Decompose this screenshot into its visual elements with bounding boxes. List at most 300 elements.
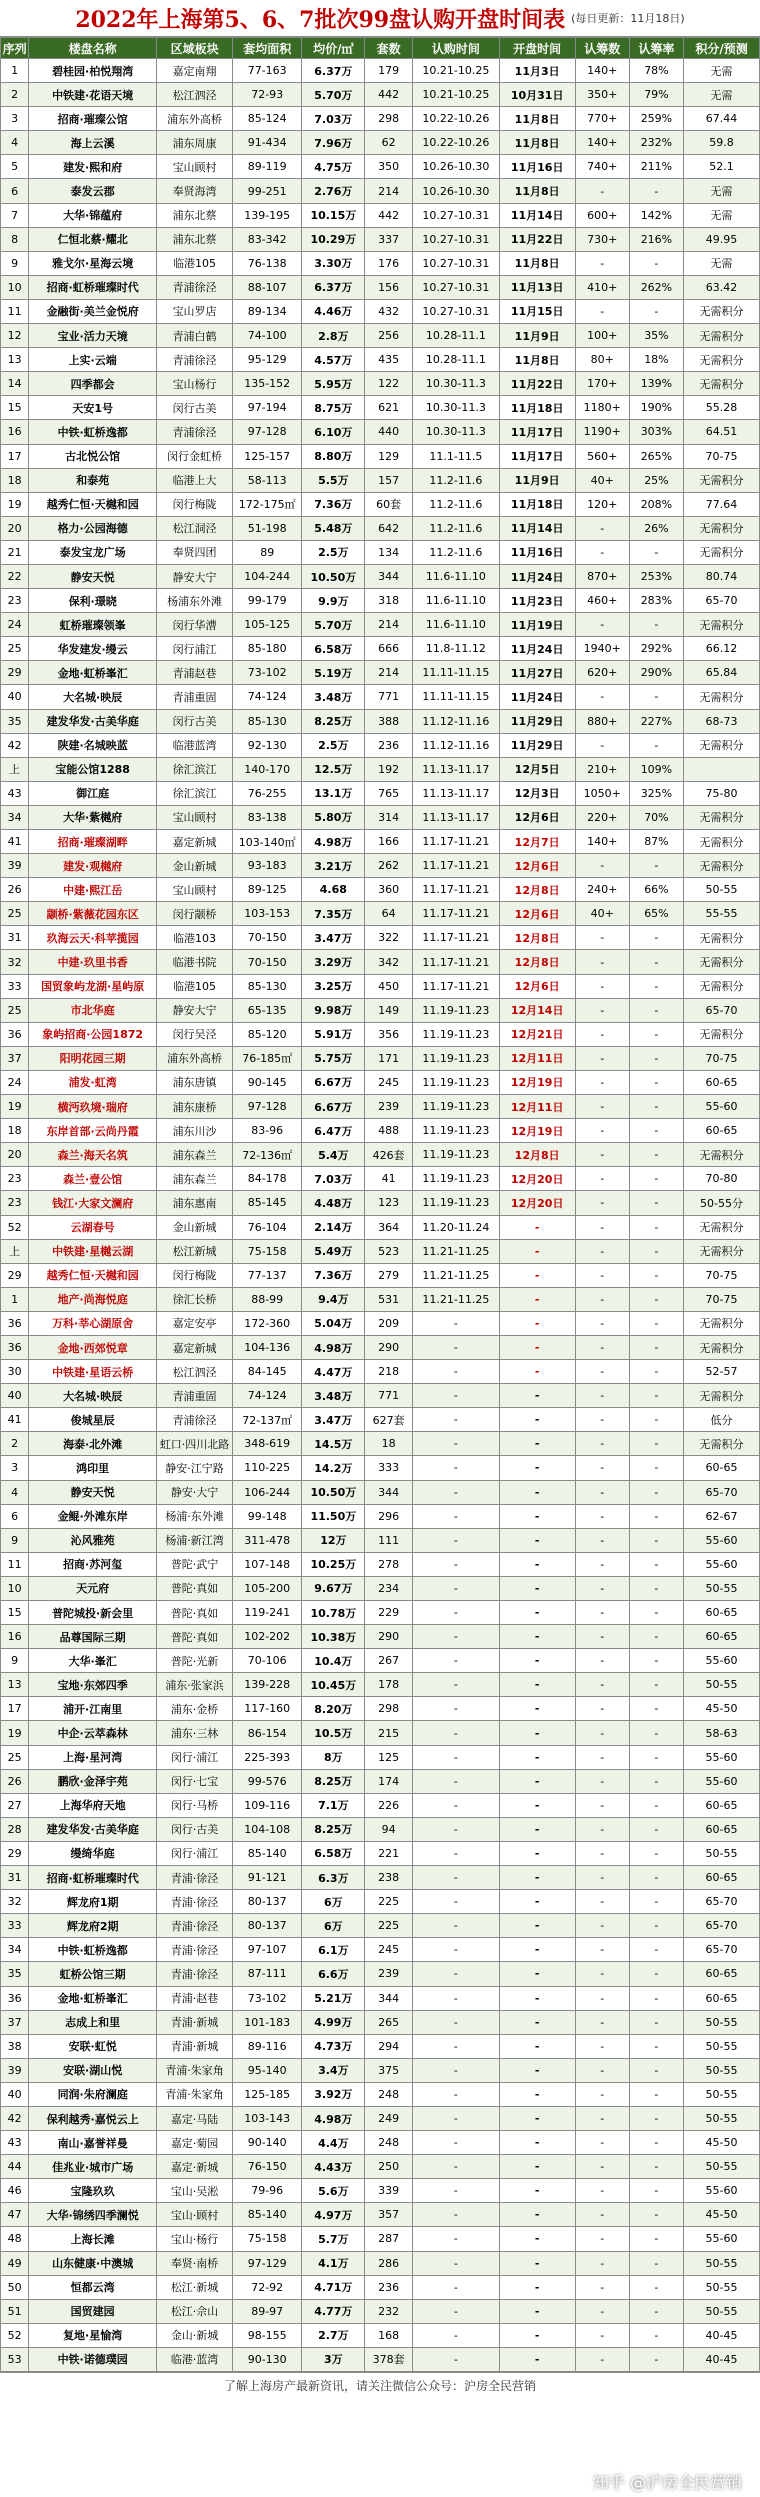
cell-rate: - — [629, 2347, 683, 2371]
cell-open: 11月22日 — [499, 372, 575, 396]
cell-count: - — [575, 1745, 629, 1769]
cell-size: 85-124 — [233, 107, 302, 131]
cell-area: 松江新城 — [157, 1239, 233, 1263]
cell-rate: - — [629, 1360, 683, 1384]
cell-price: 4.98万 — [302, 2106, 365, 2130]
cell-seq: 35 — [1, 709, 29, 733]
cell-open: 11月14日 — [499, 516, 575, 540]
cell-rate: 18% — [629, 348, 683, 372]
table-row — [1, 2251, 760, 2275]
cell-count: - — [575, 1239, 629, 1263]
cell-score: 无需积分 — [684, 516, 760, 540]
table-row — [1, 2058, 760, 2082]
cell-count: - — [575, 2010, 629, 2034]
cell-rate: - — [629, 1191, 683, 1215]
cell-size: 85-130 — [233, 974, 302, 998]
cell-rate: - — [629, 2106, 683, 2130]
cell-size: 65-135 — [233, 998, 302, 1022]
cell-open: 12月6日 — [499, 974, 575, 998]
table-row — [1, 2227, 760, 2251]
cell-seq: 18 — [1, 1119, 29, 1143]
cell-open: 11月24日 — [499, 564, 575, 588]
cell-size: 72-92 — [233, 2275, 302, 2299]
cell-score: 55-60 — [684, 2227, 760, 2251]
cell-area: 青浦徐泾 — [157, 348, 233, 372]
cell-open: - — [499, 1360, 575, 1384]
cell-name: 宝能公馆1288 — [29, 757, 157, 781]
cell-rate: 259% — [629, 107, 683, 131]
cell-area: 浦东康桥 — [157, 1095, 233, 1119]
cell-subscribe: 11.19-11.23 — [412, 1070, 499, 1094]
cell-area: 静安大宁 — [157, 564, 233, 588]
cell-open: - — [499, 1239, 575, 1263]
cell-size: 83-138 — [233, 805, 302, 829]
cell-count: - — [575, 1673, 629, 1697]
cell-subscribe: 11.17-11.21 — [412, 926, 499, 950]
cell-name: 大华·紫樾府 — [29, 805, 157, 829]
cell-price: 3.21万 — [302, 854, 365, 878]
cell-units: 265 — [365, 2010, 413, 2034]
cell-subscribe: - — [412, 1335, 499, 1359]
cell-rate: - — [629, 733, 683, 757]
cell-count: - — [575, 613, 629, 637]
cell-score: 无需积分 — [684, 324, 760, 348]
cell-price: 13.1万 — [302, 781, 365, 805]
table-row — [1, 1191, 760, 1215]
cell-rate: 190% — [629, 396, 683, 420]
cell-units: 214 — [365, 613, 413, 637]
cell-area: 浦东北蔡 — [157, 227, 233, 251]
cell-name: 中企·云萃森林 — [29, 1721, 157, 1745]
cell-price: 3.48万 — [302, 1384, 365, 1408]
cell-area: 闵行·马桥 — [157, 1793, 233, 1817]
cell-name: 海泰·北外滩 — [29, 1432, 157, 1456]
cell-price: 9.98万 — [302, 998, 365, 1022]
cell-size: 85-180 — [233, 637, 302, 661]
cell-open: - — [499, 1745, 575, 1769]
col-header-rate: 认筹率 — [629, 38, 683, 59]
cell-area: 青浦·新城 — [157, 2010, 233, 2034]
cell-subscribe: 10.27-10.31 — [412, 299, 499, 323]
cell-name: 中铁建·花语天境 — [29, 83, 157, 107]
cell-seq: 2 — [1, 83, 29, 107]
cell-name: 恒都云湾 — [29, 2275, 157, 2299]
cell-units: 178 — [365, 1673, 413, 1697]
cell-size: 90-130 — [233, 2347, 302, 2371]
cell-size: 85-120 — [233, 1022, 302, 1046]
cell-count: - — [575, 2227, 629, 2251]
cell-area: 浦东惠南 — [157, 1191, 233, 1215]
cell-name: 宝隆玖玖 — [29, 2179, 157, 2203]
cell-area: 嘉定新城 — [157, 830, 233, 854]
cell-rate: - — [629, 1890, 683, 1914]
cell-subscribe: 11.2-11.6 — [412, 492, 499, 516]
cell-size: 76-138 — [233, 251, 302, 275]
cell-subscribe: 10.21-10.25 — [412, 59, 499, 83]
table-row — [1, 1528, 760, 1552]
cell-area: 闵行·古美 — [157, 1817, 233, 1841]
cell-area: 静安·大宁 — [157, 1480, 233, 1504]
cell-count: 870+ — [575, 564, 629, 588]
cell-open: - — [499, 1287, 575, 1311]
cell-seq: 52 — [1, 1215, 29, 1239]
cell-score: 65-70 — [684, 1914, 760, 1938]
cell-seq: 8 — [1, 227, 29, 251]
cell-rate: - — [629, 1046, 683, 1070]
cell-size: 93-183 — [233, 854, 302, 878]
cell-count: - — [575, 1866, 629, 1890]
cell-size: 99-148 — [233, 1504, 302, 1528]
cell-price: 10.38万 — [302, 1625, 365, 1649]
cell-subscribe: 11.6-11.10 — [412, 564, 499, 588]
cell-name: 碧桂园·柏悦翔湾 — [29, 59, 157, 83]
cell-score: 63.42 — [684, 275, 760, 299]
cell-seq: 22 — [1, 564, 29, 588]
cell-count: - — [575, 1962, 629, 1986]
cell-size: 85-140 — [233, 2203, 302, 2227]
cell-units: 771 — [365, 685, 413, 709]
cell-seq: 5 — [1, 155, 29, 179]
cell-size: 89 — [233, 540, 302, 564]
cell-units: 262 — [365, 854, 413, 878]
cell-size: 97-194 — [233, 396, 302, 420]
cell-score: 65-70 — [684, 1938, 760, 1962]
cell-seq: 23 — [1, 1191, 29, 1215]
cell-seq: 42 — [1, 733, 29, 757]
cell-name: 森兰·壹公馆 — [29, 1167, 157, 1191]
cell-count: - — [575, 1625, 629, 1649]
cell-price: 7.35万 — [302, 902, 365, 926]
cell-price: 5.49万 — [302, 1239, 365, 1263]
cell-open: 11月15日 — [499, 299, 575, 323]
cell-count: - — [575, 926, 629, 950]
cell-units: 333 — [365, 1456, 413, 1480]
cell-count: - — [575, 2251, 629, 2275]
cell-price: 7.36万 — [302, 492, 365, 516]
cell-score: 65.84 — [684, 661, 760, 685]
cell-count: 100+ — [575, 324, 629, 348]
table-row — [1, 2323, 760, 2347]
cell-units: 123 — [365, 1191, 413, 1215]
cell-score: 77.64 — [684, 492, 760, 516]
cell-count: 240+ — [575, 878, 629, 902]
cell-score: 无需 — [684, 83, 760, 107]
cell-seq: 18 — [1, 468, 29, 492]
cell-score: 65-70 — [684, 589, 760, 613]
cell-score: 67.44 — [684, 107, 760, 131]
cell-size: 80-137 — [233, 1914, 302, 1938]
cell-area: 青浦徐泾 — [157, 275, 233, 299]
cell-size: 104-244 — [233, 564, 302, 588]
cell-name: 森兰·海天名筑 — [29, 1143, 157, 1167]
cell-rate: - — [629, 1215, 683, 1239]
cell-seq: 36 — [1, 1986, 29, 2010]
cell-size: 91-121 — [233, 1866, 302, 1890]
cell-name: 中建·熙江岳 — [29, 878, 157, 902]
cell-size: 85-140 — [233, 1841, 302, 1865]
table-row — [1, 2203, 760, 2227]
cell-price: 4.48万 — [302, 1191, 365, 1215]
cell-count: - — [575, 2131, 629, 2155]
cell-seq: 19 — [1, 1721, 29, 1745]
cell-seq: 17 — [1, 1697, 29, 1721]
cell-rate: 232% — [629, 131, 683, 155]
cell-size: 225-393 — [233, 1745, 302, 1769]
cell-seq: 25 — [1, 902, 29, 926]
cell-name: 大华·峯汇 — [29, 1649, 157, 1673]
cell-score: 60-65 — [684, 1986, 760, 2010]
cell-seq: 29 — [1, 661, 29, 685]
cell-name: 安联·湖山悦 — [29, 2058, 157, 2082]
cell-size: 84-178 — [233, 1167, 302, 1191]
cell-count: 140+ — [575, 830, 629, 854]
cell-size: 90-140 — [233, 2131, 302, 2155]
cell-count: - — [575, 1793, 629, 1817]
cell-units: 298 — [365, 107, 413, 131]
cell-area: 宝山罗店 — [157, 299, 233, 323]
cell-rate: - — [629, 1601, 683, 1625]
cell-count: - — [575, 2203, 629, 2227]
cell-rate: - — [629, 1769, 683, 1793]
cell-seq: 29 — [1, 1263, 29, 1287]
cell-seq: 49 — [1, 2251, 29, 2275]
cell-name: 陕建·名城映蓝 — [29, 733, 157, 757]
cell-units: 344 — [365, 1986, 413, 2010]
cell-price: 2.7万 — [302, 2323, 365, 2347]
cell-open: - — [499, 1601, 575, 1625]
cell-size: 97-128 — [233, 420, 302, 444]
cell-area: 闵行浦江 — [157, 637, 233, 661]
cell-area: 松江洞泾 — [157, 516, 233, 540]
cell-count: - — [575, 998, 629, 1022]
cell-count: 740+ — [575, 155, 629, 179]
cell-area: 嘉定新城 — [157, 1335, 233, 1359]
cell-name: 志成上和里 — [29, 2010, 157, 2034]
table-row — [1, 203, 760, 227]
cell-size: 75-158 — [233, 2227, 302, 2251]
cell-open: 11月24日 — [499, 685, 575, 709]
cell-area: 宝山顾村 — [157, 155, 233, 179]
cell-subscribe: - — [412, 1841, 499, 1865]
schedule-table — [0, 37, 760, 2372]
cell-seq: 50 — [1, 2275, 29, 2299]
cell-open: - — [499, 1552, 575, 1576]
cell-open: 11月29日 — [499, 709, 575, 733]
table-row — [1, 1938, 760, 1962]
cell-price: 3万 — [302, 2347, 365, 2371]
table-row — [1, 613, 760, 637]
cell-name: 缦绮华庭 — [29, 1841, 157, 1865]
cell-subscribe: - — [412, 1769, 499, 1793]
cell-open: - — [499, 1914, 575, 1938]
cell-rate: - — [629, 998, 683, 1022]
cell-open: - — [499, 1793, 575, 1817]
cell-subscribe: - — [412, 1432, 499, 1456]
cell-open: - — [499, 1649, 575, 1673]
cell-area: 宝山·顾村 — [157, 2203, 233, 2227]
cell-count: 560+ — [575, 444, 629, 468]
cell-subscribe: 10.28-11.1 — [412, 324, 499, 348]
cell-rate: 290% — [629, 661, 683, 685]
cell-units: 221 — [365, 1841, 413, 1865]
cell-score: 50-55 — [684, 1841, 760, 1865]
cell-seq: 36 — [1, 1311, 29, 1335]
cell-price: 10.50万 — [302, 564, 365, 588]
table-row — [1, 516, 760, 540]
cell-size: 73-102 — [233, 1986, 302, 2010]
cell-count: - — [575, 1070, 629, 1094]
cell-subscribe: - — [412, 2155, 499, 2179]
cell-name: 中铁·虹桥逸都 — [29, 420, 157, 444]
cell-rate: - — [629, 1938, 683, 1962]
cell-name: 宝业·活力天境 — [29, 324, 157, 348]
cell-open: 11月18日 — [499, 492, 575, 516]
cell-subscribe: - — [412, 1817, 499, 1841]
cell-seq: 上 — [1, 757, 29, 781]
cell-name: 金鲲·外滩东岸 — [29, 1504, 157, 1528]
cell-price: 10.4万 — [302, 1649, 365, 1673]
cell-score: 低分 — [684, 1408, 760, 1432]
cell-price: 10.29万 — [302, 227, 365, 251]
cell-subscribe: 11.21-11.25 — [412, 1287, 499, 1311]
cell-name: 复地·星愉湾 — [29, 2323, 157, 2347]
cell-name: 国贸建园 — [29, 2299, 157, 2323]
cell-area: 宝山·杨行 — [157, 2227, 233, 2251]
cell-size: 97-128 — [233, 1095, 302, 1119]
table-row — [1, 1697, 760, 1721]
cell-price: 6万 — [302, 1890, 365, 1914]
cell-units: 344 — [365, 1480, 413, 1504]
cell-score: 无需积分 — [684, 613, 760, 637]
cell-units: 531 — [365, 1287, 413, 1311]
cell-price: 10.45万 — [302, 1673, 365, 1697]
cell-price: 3.92万 — [302, 2082, 365, 2106]
cell-units: 214 — [365, 661, 413, 685]
cell-subscribe: 11.13-11.17 — [412, 805, 499, 829]
cell-seq: 15 — [1, 1601, 29, 1625]
cell-count: - — [575, 2347, 629, 2371]
table-row — [1, 2106, 760, 2130]
cell-seq: 40 — [1, 1384, 29, 1408]
cell-units: 294 — [365, 2034, 413, 2058]
cell-seq: 48 — [1, 2227, 29, 2251]
cell-rate: - — [629, 299, 683, 323]
cell-score: 45-50 — [684, 2131, 760, 2155]
cell-size: 139-228 — [233, 1673, 302, 1697]
cell-count: - — [575, 540, 629, 564]
cell-seq: 9 — [1, 251, 29, 275]
cell-price: 5.48万 — [302, 516, 365, 540]
cell-score: 60-65 — [684, 1962, 760, 1986]
cell-name: 中铁建·星语云桥 — [29, 1360, 157, 1384]
cell-price: 9.4万 — [302, 1287, 365, 1311]
cell-rate: - — [629, 1070, 683, 1094]
table-row — [1, 1504, 760, 1528]
cell-seq: 34 — [1, 1938, 29, 1962]
cell-rate: - — [629, 2323, 683, 2347]
cell-count: - — [575, 1769, 629, 1793]
cell-count: - — [575, 1384, 629, 1408]
cell-name: 金地·虹桥峯汇 — [29, 661, 157, 685]
cell-subscribe: - — [412, 1576, 499, 1600]
cell-seq: 37 — [1, 1046, 29, 1070]
cell-score: 无需积分 — [684, 348, 760, 372]
cell-units: 232 — [365, 2299, 413, 2323]
cell-count: 220+ — [575, 805, 629, 829]
cell-units: 344 — [365, 564, 413, 588]
cell-area: 青浦赵巷 — [157, 661, 233, 685]
cell-rate: - — [629, 1167, 683, 1191]
table-row — [1, 179, 760, 203]
table-row — [1, 468, 760, 492]
cell-rate: - — [629, 1263, 683, 1287]
cell-score: 55-60 — [684, 2179, 760, 2203]
cell-area: 徐汇滨江 — [157, 757, 233, 781]
cell-price: 5.91万 — [302, 1022, 365, 1046]
table-row — [1, 1576, 760, 1600]
cell-seq: 9 — [1, 1528, 29, 1552]
cell-subscribe: 11.17-11.21 — [412, 854, 499, 878]
cell-name: 万科·莘心湖原舍 — [29, 1311, 157, 1335]
cell-open: 12月3日 — [499, 781, 575, 805]
cell-name: 招商·璀璨湖畔 — [29, 830, 157, 854]
cell-count: - — [575, 1119, 629, 1143]
cell-name: 和泰苑 — [29, 468, 157, 492]
cell-seq: 32 — [1, 950, 29, 974]
cell-subscribe: - — [412, 2251, 499, 2275]
cell-seq: 41 — [1, 1408, 29, 1432]
table-row — [1, 589, 760, 613]
cell-subscribe: 11.8-11.12 — [412, 637, 499, 661]
cell-units: 350 — [365, 155, 413, 179]
cell-open: 12月7日 — [499, 830, 575, 854]
cell-units: 450 — [365, 974, 413, 998]
cell-area: 浦东·三林 — [157, 1721, 233, 1745]
cell-score: 无需积分 — [684, 805, 760, 829]
cell-units: 314 — [365, 805, 413, 829]
cell-size: 140-170 — [233, 757, 302, 781]
cell-subscribe: - — [412, 1552, 499, 1576]
cell-area: 杨浦东外滩 — [157, 589, 233, 613]
cell-name: 上海长滩 — [29, 2227, 157, 2251]
cell-units: 62 — [365, 131, 413, 155]
table-row — [1, 2082, 760, 2106]
cell-rate: 303% — [629, 420, 683, 444]
cell-name: 雅戈尔·星海云境 — [29, 251, 157, 275]
cell-open: 12月11日 — [499, 1046, 575, 1070]
cell-area: 青浦·朱家角 — [157, 2082, 233, 2106]
cell-score: 50-55分 — [684, 1191, 760, 1215]
cell-subscribe: - — [412, 2203, 499, 2227]
table-row — [1, 830, 760, 854]
cell-area: 金山新城 — [157, 854, 233, 878]
cell-size: 83-96 — [233, 1119, 302, 1143]
cell-rate: - — [629, 1649, 683, 1673]
table-row — [1, 661, 760, 685]
cell-subscribe: 11.12-11.16 — [412, 709, 499, 733]
cell-price: 8.25万 — [302, 1817, 365, 1841]
cell-units: 248 — [365, 2082, 413, 2106]
cell-size: 117-160 — [233, 1697, 302, 1721]
cell-units: 229 — [365, 1601, 413, 1625]
cell-name: 市北华庭 — [29, 998, 157, 1022]
cell-open: 11月23日 — [499, 589, 575, 613]
cell-open: 12月11日 — [499, 1095, 575, 1119]
table-row — [1, 1914, 760, 1938]
cell-score: 55-60 — [684, 1528, 760, 1552]
cell-size: 135-152 — [233, 372, 302, 396]
cell-units: 296 — [365, 1504, 413, 1528]
